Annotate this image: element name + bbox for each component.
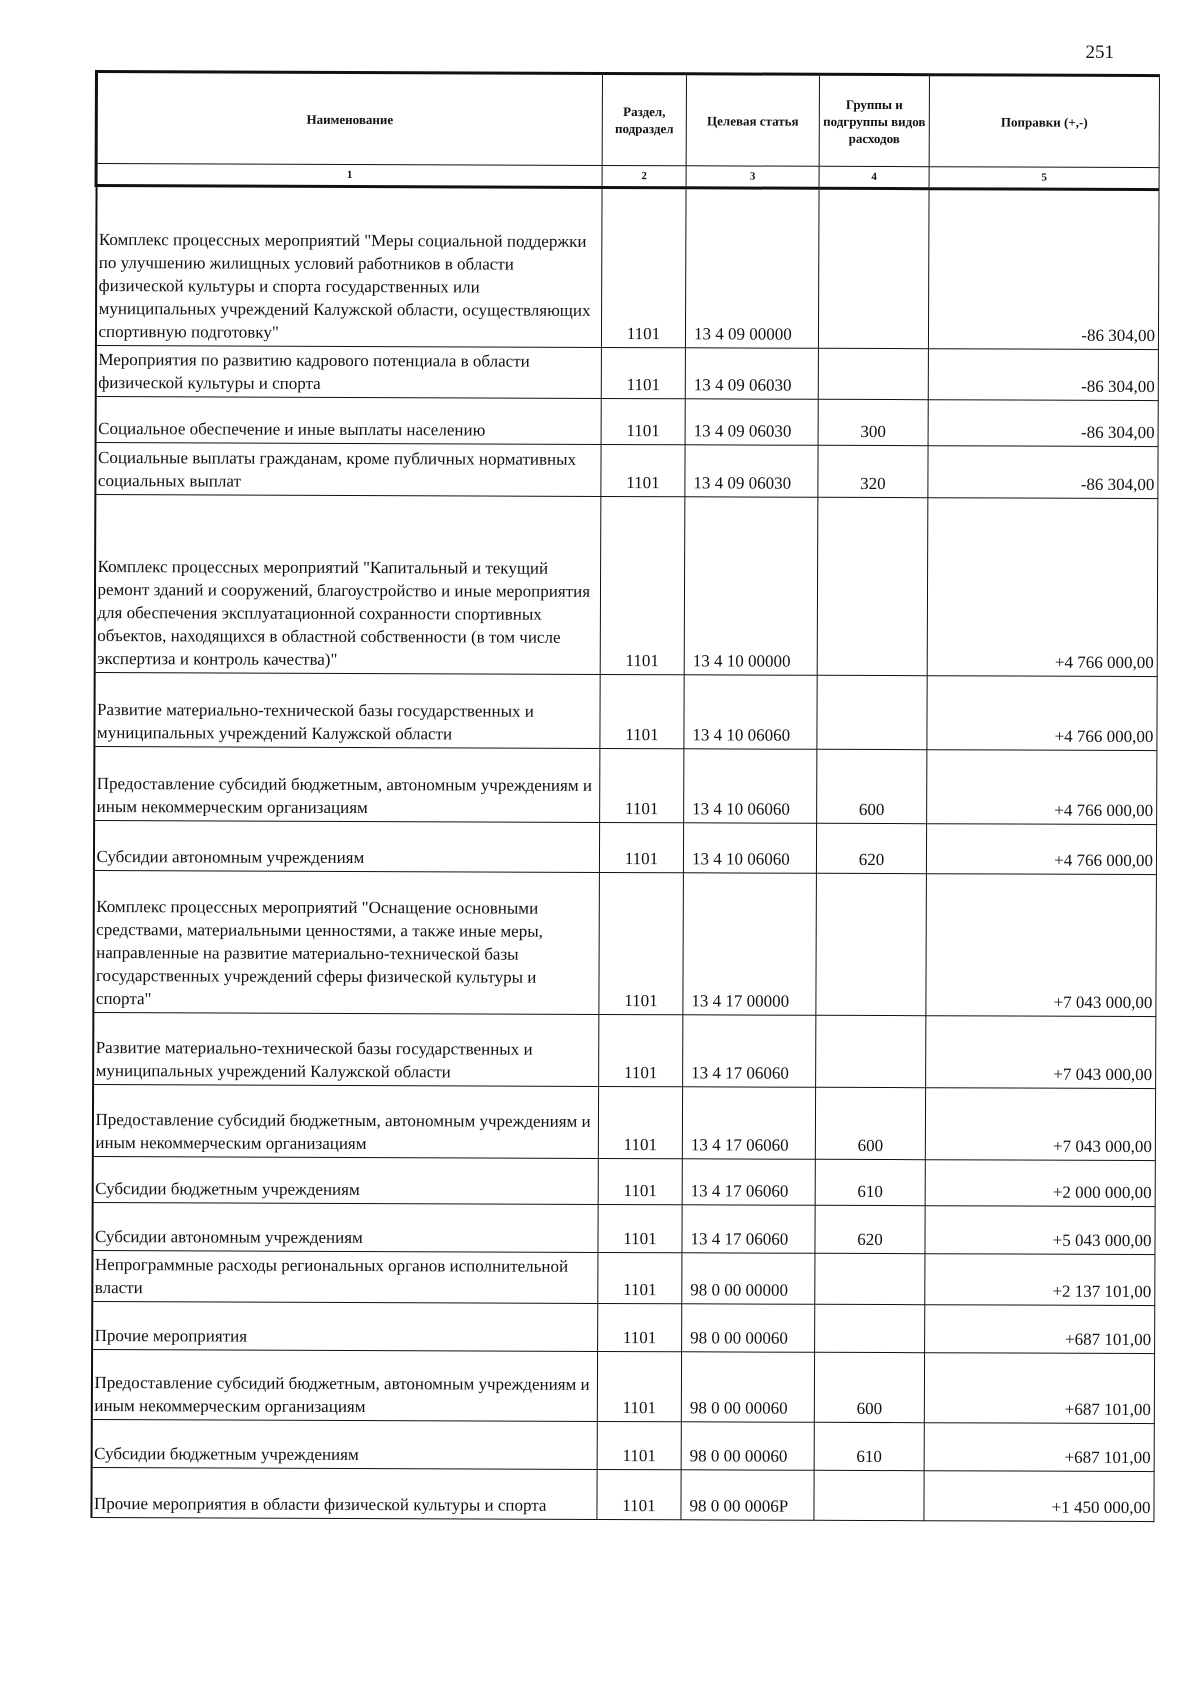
table-row bbox=[95, 186, 1159, 350]
section-code: 1101 bbox=[598, 1158, 682, 1204]
group-code: 600 bbox=[817, 749, 927, 823]
header-target: Целевая статья bbox=[686, 74, 819, 167]
amount: +687 101,00 bbox=[924, 1423, 1154, 1472]
target-code: 13 4 09 06030 bbox=[685, 348, 818, 400]
section-code: 1101 bbox=[601, 347, 685, 398]
table-row bbox=[92, 1301, 1155, 1353]
group-code: 300 bbox=[818, 399, 928, 445]
group-code bbox=[816, 873, 927, 1015]
header-section: Раздел, подраздел bbox=[602, 73, 686, 165]
item-name: Комплекс процессных мероприятий "Капитальный и текущий ремонт зданий и сооружений, благоустройство и иные мероприятия для обеспечения эксплуатационной сохранности спортивных объектов, находящихся в областной собственности (в том числе экспертиза и контроль качества)" bbox=[94, 495, 601, 675]
column-number: 2 bbox=[602, 165, 686, 187]
group-code bbox=[816, 1015, 926, 1087]
item-name: Социальные выплаты гражданам, кроме публичных нормативных социальных выплат bbox=[95, 443, 601, 497]
section-code: 1101 bbox=[600, 674, 684, 748]
page-number: 251 bbox=[1085, 42, 1114, 63]
group-code bbox=[814, 1470, 924, 1520]
section-code: 1101 bbox=[599, 872, 684, 1014]
amount: +7 043 000,00 bbox=[926, 874, 1157, 1017]
section-code: 1101 bbox=[598, 1086, 682, 1158]
section-code: 1101 bbox=[601, 398, 685, 444]
target-code: 98 0 00 00060 bbox=[682, 1304, 815, 1353]
item-name: Субсидии автономным учреждениям bbox=[93, 821, 599, 873]
table-row bbox=[95, 397, 1158, 447]
header-amount: Поправки (+,-) bbox=[929, 75, 1159, 168]
group-code bbox=[815, 1253, 925, 1304]
item-name: Мероприятия по развитию кадрового потенциала в области физической культуры и спорта bbox=[95, 346, 601, 399]
group-code: 610 bbox=[814, 1422, 924, 1470]
item-name: Субсидии бюджетным учреждениям bbox=[92, 1156, 598, 1204]
table-row bbox=[95, 443, 1158, 499]
amount: +4 766 000,00 bbox=[927, 498, 1158, 677]
target-code: 13 4 09 00000 bbox=[685, 188, 819, 349]
item-name: Прочие мероприятия в области физической культуры и спорта bbox=[91, 1467, 597, 1519]
section-code: 1101 bbox=[597, 1469, 681, 1519]
amount: -86 304,00 bbox=[928, 446, 1158, 499]
amount: +7 043 000,00 bbox=[925, 1088, 1155, 1161]
group-code bbox=[818, 188, 929, 348]
column-number: 4 bbox=[819, 166, 929, 188]
amount: +4 766 000,00 bbox=[926, 824, 1156, 875]
item-name: Предоставление субсидий бюджетным, автономным учреждениям и иным некоммерческим организациям bbox=[94, 747, 600, 823]
budget-table bbox=[89, 70, 1160, 1522]
target-code: 98 0 00 00060 bbox=[681, 1422, 814, 1471]
header-group: Группы и подгруппы видов расходов bbox=[819, 74, 929, 166]
table-header bbox=[96, 72, 1159, 190]
section-code: 1101 bbox=[598, 1303, 682, 1351]
amount: +687 101,00 bbox=[924, 1353, 1154, 1424]
item-name: Развитие материально-технической базы государственных и муниципальных учреждений Калужской области bbox=[93, 1012, 599, 1086]
amount: -86 304,00 bbox=[928, 400, 1158, 447]
table-row bbox=[94, 747, 1157, 825]
item-name: Субсидии бюджетным учреждениям bbox=[91, 1419, 597, 1469]
table-row bbox=[93, 870, 1157, 1016]
table-row bbox=[94, 495, 1158, 677]
column-number: 3 bbox=[686, 166, 819, 189]
amount: +4 766 000,00 bbox=[927, 676, 1157, 751]
header-row bbox=[96, 72, 1159, 168]
group-code: 600 bbox=[815, 1087, 925, 1159]
target-code: 98 0 00 0006Р bbox=[681, 1470, 814, 1521]
item-name: Непрограммные расходы региональных органов исполнительной власти bbox=[92, 1250, 598, 1303]
column-number: 1 bbox=[96, 164, 602, 188]
group-code bbox=[817, 497, 928, 675]
amount: +2 137 101,00 bbox=[925, 1254, 1155, 1306]
section-code: 1101 bbox=[600, 496, 685, 674]
target-code: 13 4 10 06060 bbox=[683, 823, 816, 874]
item-name: Прочие мероприятия bbox=[92, 1301, 598, 1351]
section-code: 1101 bbox=[597, 1351, 681, 1421]
item-name: Субсидии автономным учреждениям bbox=[92, 1202, 598, 1252]
amount: +4 766 000,00 bbox=[927, 750, 1157, 825]
target-code: 13 4 17 00000 bbox=[683, 873, 817, 1016]
amount: -86 304,00 bbox=[928, 189, 1159, 350]
amount: +5 043 000,00 bbox=[925, 1206, 1155, 1255]
table-body bbox=[91, 186, 1159, 1522]
item-name: Предоставление субсидий бюджетным, автономным учреждениям и иным некоммерческим организациям bbox=[91, 1349, 597, 1421]
group-code bbox=[817, 675, 927, 749]
group-code: 620 bbox=[816, 823, 926, 873]
section-code: 1101 bbox=[601, 187, 686, 347]
budget-sheet bbox=[89, 70, 1158, 1522]
amount: +1 450 000,00 bbox=[924, 1471, 1154, 1522]
target-code: 13 4 10 06060 bbox=[684, 749, 817, 824]
target-code: 13 4 17 06060 bbox=[682, 1205, 815, 1254]
group-code bbox=[815, 1304, 925, 1352]
target-code: 13 4 10 00000 bbox=[684, 497, 818, 676]
table-row bbox=[92, 1084, 1155, 1160]
target-code: 98 0 00 00060 bbox=[681, 1352, 814, 1423]
target-code: 98 0 00 00000 bbox=[682, 1253, 815, 1305]
section-code: 1101 bbox=[598, 1204, 682, 1252]
amount: +7 043 000,00 bbox=[926, 1016, 1156, 1089]
table-row bbox=[93, 821, 1156, 875]
table-row bbox=[92, 1202, 1155, 1254]
group-code: 610 bbox=[815, 1159, 925, 1205]
table-row bbox=[91, 1467, 1154, 1521]
group-code: 620 bbox=[815, 1205, 925, 1253]
item-name: Комплекс процессных мероприятий "Меры социальной поддержки по улучшению жилищных условий работников в области физической культуры и спорта государственных или муниципальных учреждений Калужской области, осуществляющих спортивную подготовку" bbox=[95, 186, 602, 348]
target-code: 13 4 17 06060 bbox=[682, 1087, 815, 1160]
section-code: 1101 bbox=[597, 1421, 681, 1469]
item-name: Социальное обеспечение и иные выплаты населению bbox=[95, 397, 601, 445]
item-name: Комплекс процессных мероприятий "Оснащение основными средствами, материальными ценностями, а также иные меры, направленные на развитие материально-технической базы государственных учреждений сферы физической культуры и спорта" bbox=[93, 870, 600, 1014]
target-code: 13 4 10 06060 bbox=[684, 675, 817, 750]
amount: +2 000 000,00 bbox=[925, 1160, 1155, 1207]
target-code: 13 4 17 06060 bbox=[682, 1159, 815, 1206]
table-row bbox=[94, 673, 1157, 751]
group-code: 320 bbox=[818, 445, 928, 497]
table-row bbox=[93, 1012, 1156, 1088]
target-code: 13 4 17 06060 bbox=[683, 1015, 816, 1088]
column-number: 5 bbox=[929, 167, 1159, 190]
section-code: 1101 bbox=[599, 822, 683, 872]
target-code: 13 4 09 06030 bbox=[685, 445, 818, 498]
group-code bbox=[818, 348, 928, 399]
table-row bbox=[95, 346, 1158, 401]
group-code: 600 bbox=[814, 1352, 924, 1422]
section-code: 1101 bbox=[599, 1014, 683, 1086]
section-code: 1101 bbox=[598, 1252, 682, 1303]
table-row bbox=[91, 1349, 1154, 1423]
section-code: 1101 bbox=[601, 444, 685, 496]
item-name: Предоставление субсидий бюджетным, автономным учреждениям и иным некоммерческим организациям bbox=[92, 1084, 598, 1158]
target-code: 13 4 09 06030 bbox=[685, 399, 818, 446]
table-row bbox=[91, 1419, 1154, 1471]
header-name: Наименование bbox=[96, 72, 602, 166]
table-row bbox=[92, 1156, 1155, 1206]
amount: +687 101,00 bbox=[925, 1305, 1155, 1354]
amount: -86 304,00 bbox=[928, 349, 1158, 401]
item-name: Развитие материально-технической базы государственных и муниципальных учреждений Калужской области bbox=[94, 673, 600, 749]
table-row bbox=[92, 1250, 1155, 1305]
section-code: 1101 bbox=[600, 748, 684, 822]
